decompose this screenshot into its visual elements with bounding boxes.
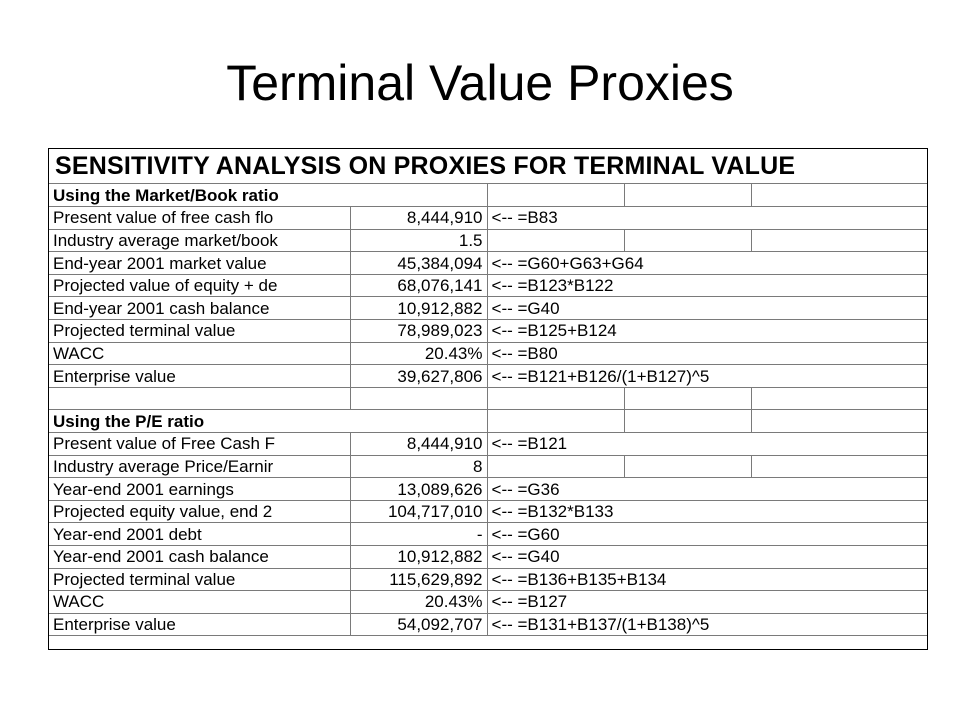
row-value-cell[interactable]: 20.43% (350, 342, 487, 365)
slide-title: Terminal Value Proxies (226, 55, 734, 111)
row-formula-cell[interactable]: <-- =B123*B122 (487, 274, 927, 297)
row-formula-cell[interactable]: <-- =G40 (487, 546, 927, 569)
row-value-cell[interactable]: 8 (350, 455, 487, 478)
row-label-cell[interactable]: Present value of Free Cash F (49, 433, 350, 456)
row-label-cell[interactable]: End-year 2001 cash balance (49, 297, 350, 320)
table-row (49, 184, 927, 207)
empty-cell[interactable] (624, 184, 751, 207)
row-label-cell[interactable]: Projected equity value, end 2 (49, 500, 350, 523)
row-label-cell[interactable]: Projected value of equity + de (49, 274, 350, 297)
row-formula-cell[interactable]: <-- =B132*B133 (487, 500, 927, 523)
row-label-cell[interactable]: Using the P/E ratio (49, 410, 487, 433)
row-formula-cell[interactable]: <-- =B121 (487, 433, 927, 456)
table-row (49, 568, 927, 591)
sheet-header: SENSITIVITY ANALYSIS ON PROXIES FOR TERMINAL VALUE (49, 149, 927, 184)
empty-cell[interactable] (624, 455, 751, 478)
row-formula-cell[interactable]: <-- =B136+B135+B134 (487, 568, 927, 591)
table-row (49, 613, 927, 636)
row-value-cell[interactable]: 1.5 (350, 229, 487, 252)
row-formula-cell[interactable]: <-- =B83 (487, 207, 927, 230)
row-formula-cell[interactable]: <-- =G36 (487, 478, 927, 501)
row-value-cell[interactable]: 45,384,094 (350, 252, 487, 275)
row-value-cell[interactable] (350, 387, 487, 410)
row-label-cell[interactable]: Enterprise value (49, 613, 350, 636)
empty-cell[interactable] (624, 387, 751, 410)
row-formula-cell[interactable] (487, 410, 624, 433)
sensitivity-table (49, 184, 927, 636)
row-label-cell[interactable] (49, 387, 350, 410)
table-row (49, 455, 927, 478)
row-label-cell[interactable]: Projected terminal value (49, 320, 350, 343)
row-formula-cell[interactable]: <-- =B121+B126/(1+B127)^5 (487, 365, 927, 388)
table-row (49, 478, 927, 501)
row-formula-cell[interactable] (487, 229, 624, 252)
row-formula-cell[interactable]: <-- =B127 (487, 591, 927, 614)
empty-cell[interactable] (751, 387, 927, 410)
row-formula-cell[interactable]: <-- =B131+B137/(1+B138)^5 (487, 613, 927, 636)
spreadsheet (48, 148, 928, 650)
table-row (49, 387, 927, 410)
table-row (49, 297, 927, 320)
table-row (49, 523, 927, 546)
row-value-cell[interactable]: 10,912,882 (350, 546, 487, 569)
table-row (49, 274, 927, 297)
row-value-cell[interactable]: 54,092,707 (350, 613, 487, 636)
empty-cell[interactable] (751, 455, 927, 478)
row-label-cell[interactable]: Year-end 2001 debt (49, 523, 350, 546)
table-row (49, 500, 927, 523)
row-formula-cell[interactable] (487, 455, 624, 478)
row-value-cell[interactable]: 10,912,882 (350, 297, 487, 320)
table-row (49, 365, 927, 388)
row-value-cell[interactable]: 20.43% (350, 591, 487, 614)
empty-cell[interactable] (751, 229, 927, 252)
table-row (49, 207, 927, 230)
table-row (49, 342, 927, 365)
row-label-cell[interactable]: Year-end 2001 earnings (49, 478, 350, 501)
row-value-cell[interactable]: - (350, 523, 487, 546)
empty-cell[interactable] (624, 410, 751, 433)
row-formula-cell[interactable]: <-- =B80 (487, 342, 927, 365)
row-label-cell[interactable]: End-year 2001 market value (49, 252, 350, 275)
row-value-cell[interactable]: 13,089,626 (350, 478, 487, 501)
row-value-cell[interactable]: 39,627,806 (350, 365, 487, 388)
row-label-cell[interactable]: Year-end 2001 cash balance (49, 546, 350, 569)
empty-cell[interactable] (751, 184, 927, 207)
row-value-cell[interactable]: 8,444,910 (350, 207, 487, 230)
row-label-cell[interactable]: Projected terminal value (49, 568, 350, 591)
table-row (49, 591, 927, 614)
row-value-cell[interactable]: 115,629,892 (350, 568, 487, 591)
row-formula-cell[interactable] (487, 184, 624, 207)
table-row (49, 410, 927, 433)
row-label-cell[interactable]: WACC (49, 342, 350, 365)
table-row (49, 320, 927, 343)
row-label-cell[interactable]: Present value of free cash flo (49, 207, 350, 230)
row-value-cell[interactable]: 78,989,023 (350, 320, 487, 343)
row-value-cell[interactable]: 68,076,141 (350, 274, 487, 297)
row-formula-cell[interactable] (487, 387, 624, 410)
empty-cell[interactable] (751, 410, 927, 433)
table-row (49, 252, 927, 275)
row-formula-cell[interactable]: <-- =G60+G63+G64 (487, 252, 927, 275)
row-value-cell[interactable]: 104,717,010 (350, 500, 487, 523)
row-label-cell[interactable]: Industry average market/book (49, 229, 350, 252)
row-label-cell[interactable]: Enterprise value (49, 365, 350, 388)
table-row (49, 229, 927, 252)
row-formula-cell[interactable]: <-- =G40 (487, 297, 927, 320)
row-label-cell[interactable]: Industry average Price/Earnir (49, 455, 350, 478)
table-row (49, 433, 927, 456)
row-label-cell[interactable]: WACC (49, 591, 350, 614)
row-label-cell[interactable]: Using the Market/Book ratio (49, 184, 487, 207)
table-row (49, 546, 927, 569)
row-formula-cell[interactable]: <-- =G60 (487, 523, 927, 546)
row-formula-cell[interactable]: <-- =B125+B124 (487, 320, 927, 343)
empty-cell[interactable] (624, 229, 751, 252)
row-value-cell[interactable]: 8,444,910 (350, 433, 487, 456)
